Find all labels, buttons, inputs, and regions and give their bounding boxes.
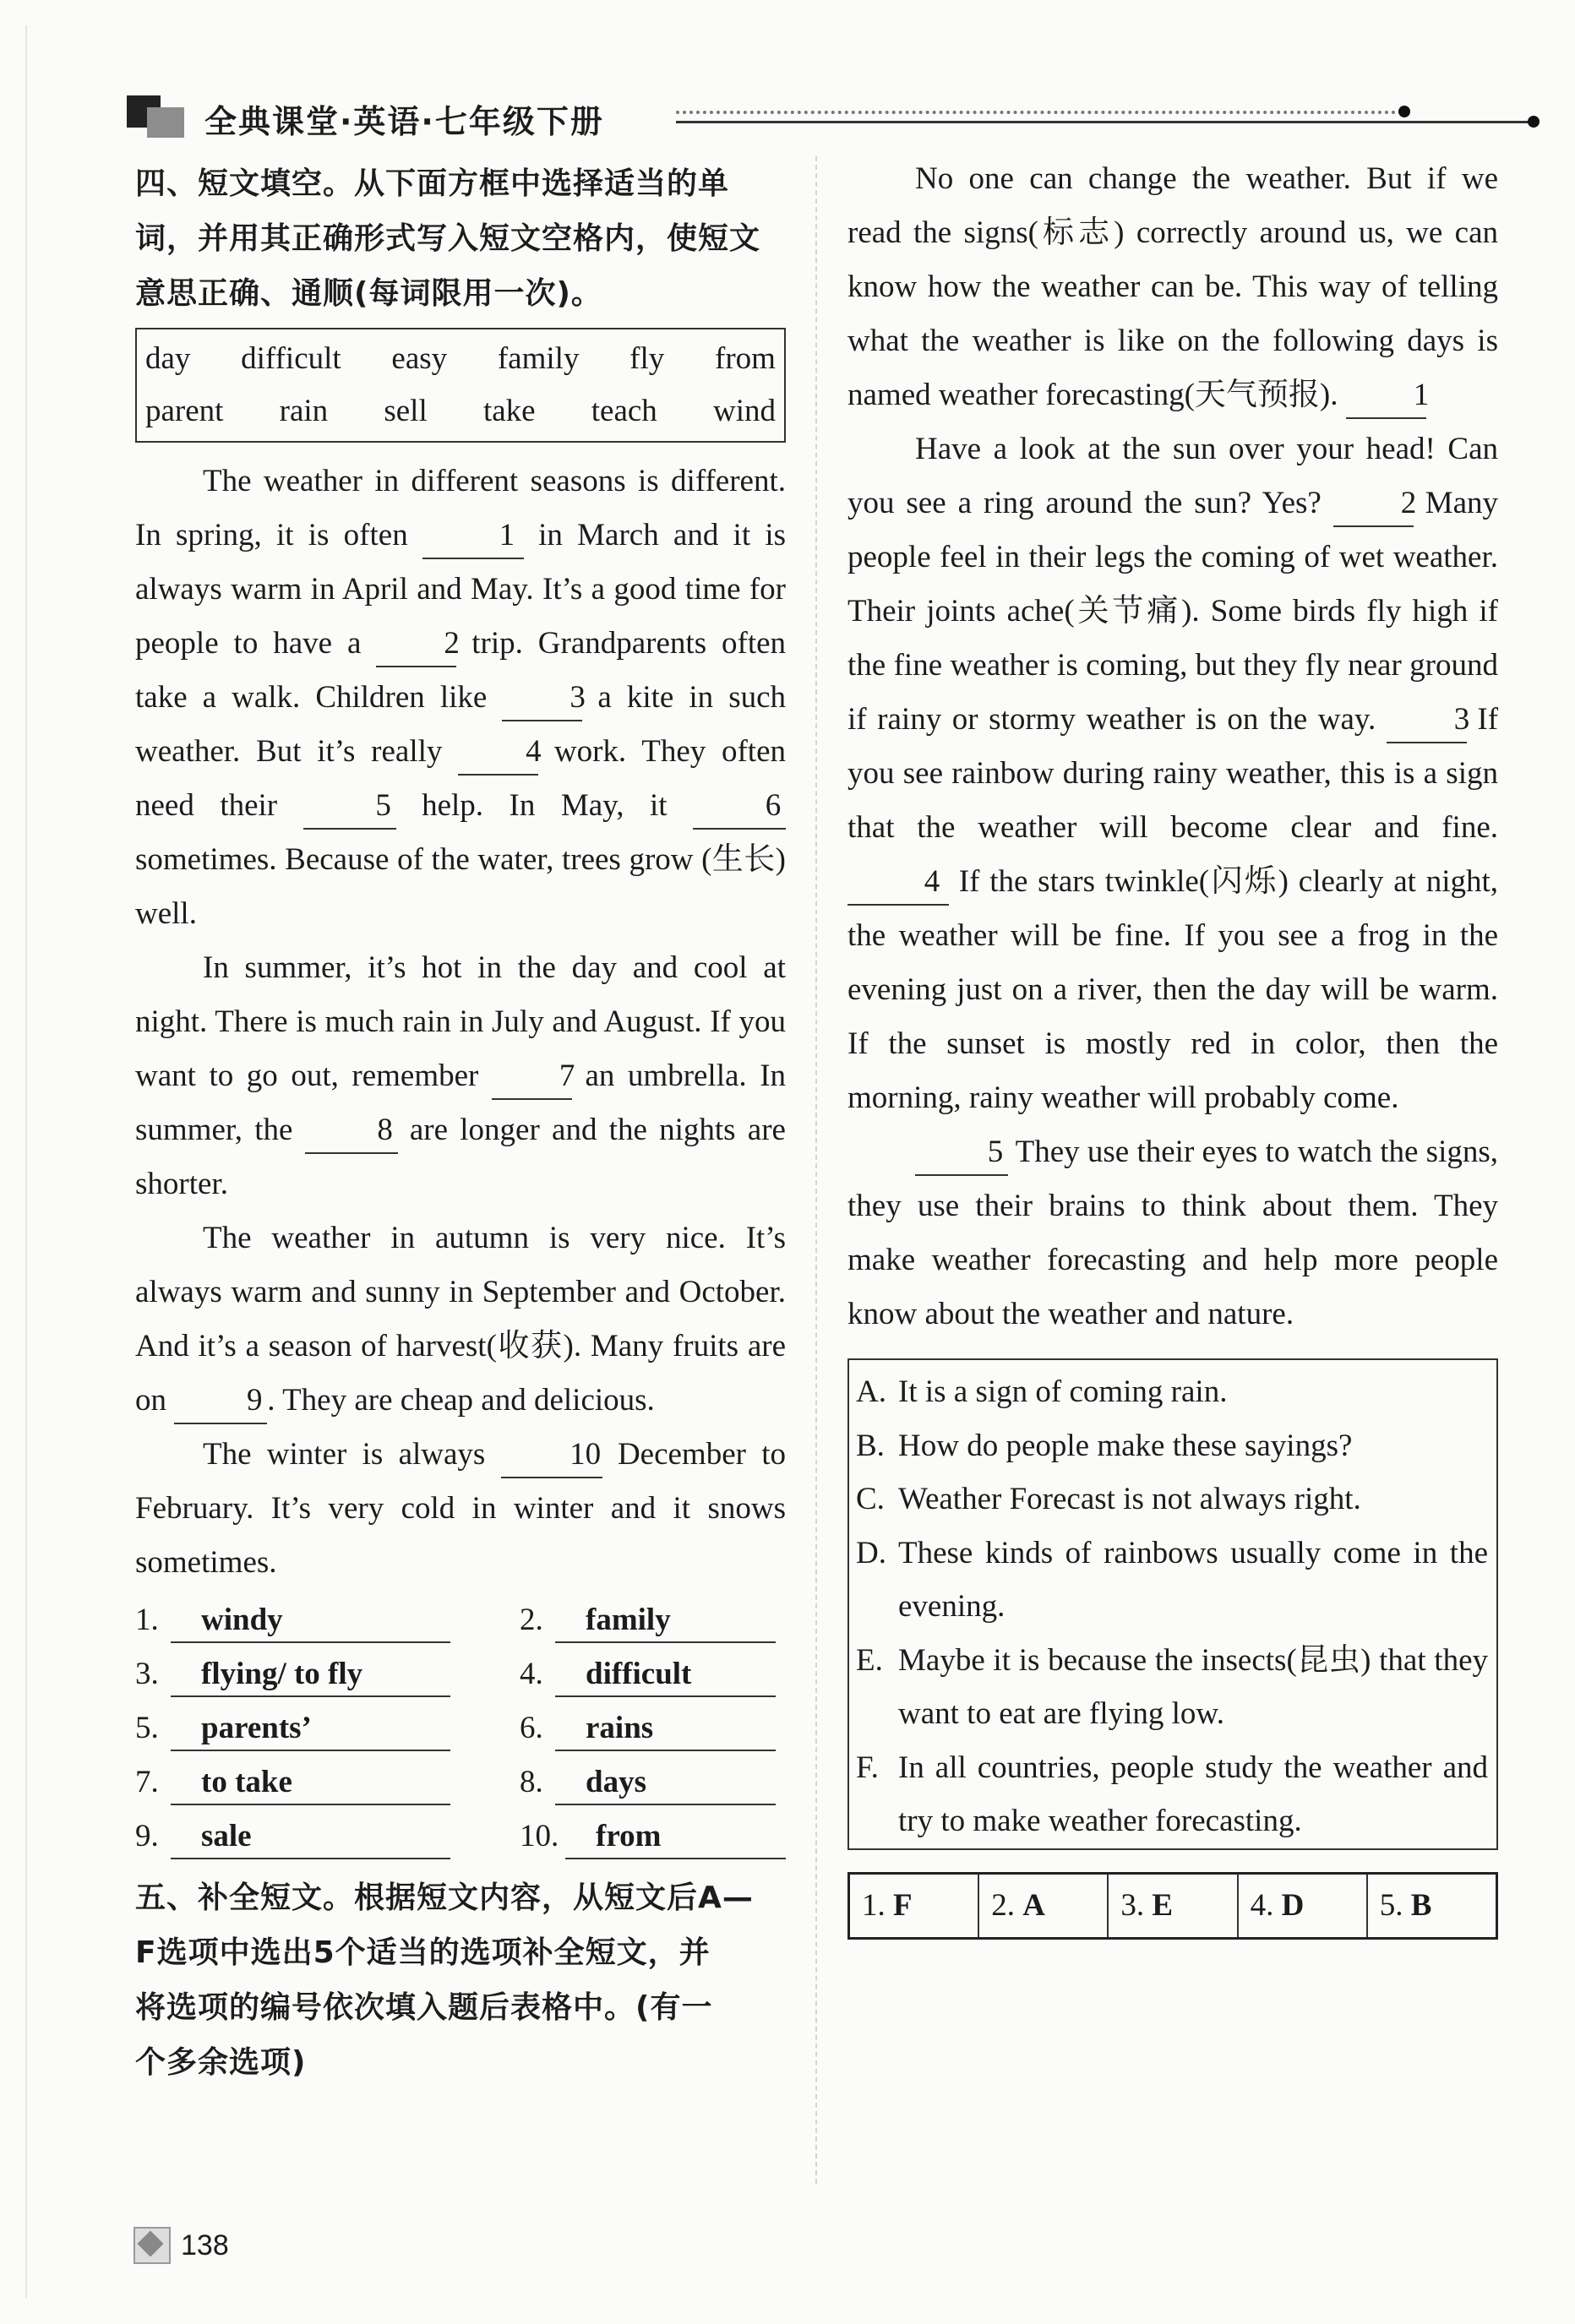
- answer-item: [520, 1593, 786, 1647]
- passage-text: help. In May, it: [422, 788, 668, 823]
- section5-title-line: 五、补全短文。根据短文内容，从短文后A—: [135, 1880, 754, 1915]
- answer-number: 8.: [520, 1765, 543, 1799]
- answer-value: sale: [171, 1815, 450, 1859]
- option-label: A.: [856, 1374, 886, 1409]
- option-item: [856, 1634, 1488, 1741]
- word-bank-item: sell: [384, 394, 428, 428]
- option-item: [856, 1527, 1488, 1634]
- answer-value: rains: [555, 1707, 776, 1751]
- option-label: F.: [856, 1750, 879, 1785]
- word-bank-item: from: [715, 341, 776, 376]
- word-bank-item: difficult: [241, 341, 341, 376]
- blank-10: 10: [501, 1433, 602, 1478]
- answer-value: days: [555, 1761, 776, 1805]
- section5-title: [135, 1870, 786, 2090]
- passage-text: They use their eyes to watch the signs, they use their brains to think about them. They make weather forecasting and help more people know about the weather and nature.: [847, 1135, 1499, 1331]
- answer-cell-number: 3.: [1120, 1887, 1145, 1923]
- column-divider: [815, 156, 817, 2184]
- option-label: B.: [856, 1428, 885, 1463]
- answer-cell-value: D: [1281, 1887, 1305, 1923]
- left-column: [135, 156, 786, 2090]
- passage-text: . They are cheap and delicious.: [267, 1383, 655, 1418]
- passage-text: Have a look at the sun over your head! Can you see a ring around the sun? Yes?: [847, 432, 1498, 520]
- passage-text: a kite in such weather. But it’s really: [135, 680, 787, 769]
- answer-cell-value: F: [893, 1887, 913, 1923]
- passage-text: Many people feel in their legs the coming of wet weather. Their joints ache(关节痛). Some birds fly high if the fine weather is coming, but they fly near ground if rainy or stormy weather is on the way.: [847, 486, 1499, 737]
- passage-text: December to February. It’s very cold in winter and it snows sometimes.: [135, 1437, 787, 1580]
- answer-number: 2.: [520, 1603, 543, 1637]
- page-footer: [134, 2227, 229, 2264]
- word-bank-row: [145, 333, 776, 385]
- right-column: [847, 152, 1498, 1940]
- answer-cell: [849, 1873, 979, 1938]
- answer-value: flying/ to fly: [171, 1653, 450, 1697]
- answer-number: 7.: [135, 1765, 159, 1799]
- answer-value: parents’: [171, 1707, 450, 1751]
- section4-answers: [135, 1593, 786, 1864]
- word-bank-item: easy: [391, 341, 448, 376]
- passage-signs: [847, 422, 1498, 1125]
- passage-text: The winter is always: [203, 1437, 486, 1472]
- option-text: Maybe it is because the insects(昆虫) that they want to eat are flying low.: [898, 1642, 1488, 1731]
- section5-title-line: 个多余选项): [135, 2045, 307, 2080]
- passage-summer: [135, 941, 786, 1211]
- answer-item: [135, 1755, 520, 1810]
- blank-4: 4: [847, 860, 949, 906]
- passage-autumn: [135, 1211, 786, 1428]
- passage-text: If the stars twinkle(闪烁) clearly at night, the weather will be fine. If you see a frog in the evening just on a river, then the day will be warm. If the sunset is mostly red in color, then the morning, rainy weather will probably come.: [847, 864, 1498, 1115]
- word-bank-item: day: [145, 341, 191, 376]
- passage-text: sometimes. Because of the water, trees grow (生长) well.: [135, 842, 786, 931]
- section4-title: [135, 156, 786, 321]
- blank-4: 4: [458, 730, 538, 776]
- passage-winter: [135, 1428, 786, 1590]
- answer-value: family: [555, 1599, 776, 1643]
- word-bank-item: wind: [712, 394, 776, 428]
- blank-2: 2: [1333, 482, 1414, 527]
- answer-cell-value: A: [1022, 1887, 1045, 1923]
- blank-5: 5: [303, 784, 396, 830]
- blank-3: 3: [502, 676, 582, 721]
- option-item: [856, 1365, 1488, 1419]
- option-item: [856, 1472, 1488, 1527]
- answer-item: [135, 1701, 520, 1755]
- header-square-gray: [147, 107, 184, 138]
- book-title: 全典课堂·英语·七年级下册: [204, 103, 604, 140]
- blank-9: 9: [174, 1379, 267, 1424]
- option-text: These kinds of rainbows usually come in the evening.: [898, 1535, 1488, 1624]
- passage-conclusion: [847, 1125, 1498, 1342]
- answer-number: 3.: [135, 1657, 159, 1691]
- section5-title-line: F选项中选出5个适当的选项补全短文，并: [135, 1935, 711, 1970]
- page-number: 138: [181, 2229, 229, 2261]
- header-rule-dot-end: [1528, 116, 1540, 128]
- blank-1: 1: [1346, 373, 1426, 419]
- word-bank-item: family: [497, 341, 580, 376]
- blank-5: 5: [915, 1130, 1008, 1176]
- answer-value: windy: [171, 1599, 450, 1643]
- blank-6: 6: [693, 784, 786, 830]
- passage-intro: [847, 152, 1498, 422]
- answer-cell: [1367, 1873, 1497, 1938]
- section5-title-line: 将选项的编号依次填入题后表格中。(有一: [135, 1990, 713, 2025]
- passage-text: The weather in autumn is very nice. It’s always warm and sunny in September and October. And it’s a season of harvest(收获). Many fruits are on: [135, 1221, 786, 1418]
- answer-item: [135, 1647, 520, 1701]
- passage-text: No one can change the weather. But if we read the signs(标志) correctly around us, we can know how the weather can be. This way of telling what the weather is like on the following days is named weather forecasting(天气预报).: [847, 161, 1498, 412]
- option-label: D.: [856, 1535, 886, 1570]
- header-dotted-rule: [676, 111, 1403, 114]
- word-bank-item: rain: [279, 394, 329, 428]
- answer-number: 5.: [135, 1711, 159, 1745]
- answer-table: [847, 1872, 1498, 1940]
- word-bank-box: [135, 328, 786, 443]
- word-bank-item: parent: [145, 394, 224, 428]
- passage-text: The weather in different seasons is different. In spring, it is often: [135, 464, 786, 552]
- answer-cell-number: 2.: [991, 1887, 1015, 1923]
- answer-number: 1.: [135, 1603, 159, 1637]
- answer-value: difficult: [555, 1653, 776, 1697]
- answer-number: 6.: [520, 1711, 543, 1745]
- answer-cell-number: 5.: [1379, 1887, 1403, 1923]
- option-text: How do people make these sayings?: [898, 1428, 1353, 1463]
- option-item: [856, 1419, 1488, 1473]
- blank-7: 7: [492, 1054, 572, 1100]
- options-box: [847, 1358, 1498, 1850]
- answer-number: 4.: [520, 1657, 543, 1691]
- header-rule-dot: [1398, 106, 1410, 117]
- diamond-icon: [134, 2227, 171, 2264]
- passage-text: work. They often need their: [135, 734, 787, 823]
- blank-2: 2: [376, 622, 456, 667]
- passage-text: an umbrella. In summer, the: [135, 1059, 787, 1147]
- answer-cell: [1108, 1873, 1237, 1938]
- passage-text: are longer and the nights are shorter.: [135, 1113, 786, 1201]
- answer-table-row: [849, 1873, 1497, 1938]
- answer-item: [135, 1810, 520, 1864]
- answer-cell-value: E: [1152, 1887, 1174, 1923]
- option-label: C.: [856, 1482, 885, 1516]
- answer-number: 10.: [520, 1819, 559, 1853]
- answer-cell-value: B: [1410, 1887, 1432, 1923]
- answer-item: [520, 1810, 786, 1864]
- answer-value: from: [565, 1815, 786, 1859]
- passage-spring: [135, 454, 786, 941]
- word-bank-row: [145, 385, 776, 438]
- answer-item: [520, 1647, 786, 1701]
- blank-3: 3: [1387, 698, 1467, 743]
- passage-text: in March and it is always warm in April and May. It’s a good time for people to have a: [135, 518, 787, 661]
- answer-cell: [1238, 1873, 1367, 1938]
- option-text: It is a sign of coming rain.: [898, 1374, 1228, 1409]
- word-bank-item: fly: [629, 341, 665, 376]
- answer-cell: [978, 1873, 1108, 1938]
- blank-8: 8: [305, 1108, 398, 1154]
- section4-title-line: 词，并用其正确形式写入短文空格内，使短文: [135, 221, 761, 256]
- answer-value: to take: [171, 1761, 450, 1805]
- page-header: [127, 89, 1428, 139]
- passage-text: If you see rainbow during rainy weather, this is a sign that the weather will become clear and fine.: [847, 702, 1499, 845]
- header-logo-squares: [127, 95, 188, 138]
- answer-item: [520, 1755, 786, 1810]
- option-text: In all countries, people study the weather and try to make weather forecasting.: [898, 1750, 1488, 1838]
- section4-title-line: 四、短文填空。从下面方框中选择适当的单: [135, 166, 730, 201]
- option-item: [856, 1741, 1488, 1848]
- section4-title-line: 意思正确、通顺(每词限用一次)。: [135, 276, 602, 311]
- word-bank-item: teach: [591, 394, 657, 428]
- passage-text: In summer, it’s hot in the day and cool at night. There is much rain in July and August. If you want to go out, remember: [135, 950, 786, 1093]
- option-text: Weather Forecast is not always right.: [898, 1482, 1361, 1516]
- answer-cell-number: 1.: [862, 1887, 886, 1923]
- option-label: E.: [856, 1642, 883, 1678]
- word-bank-item: take: [482, 394, 536, 428]
- answer-item: [520, 1701, 786, 1755]
- answer-number: 9.: [135, 1819, 159, 1853]
- passage-text: trip. Grandparents often take a walk. Children like: [135, 626, 787, 715]
- header-solid-rule: [676, 121, 1529, 123]
- blank-1: 1: [422, 514, 524, 559]
- answer-cell-number: 4.: [1250, 1887, 1274, 1923]
- answer-item: [135, 1593, 520, 1647]
